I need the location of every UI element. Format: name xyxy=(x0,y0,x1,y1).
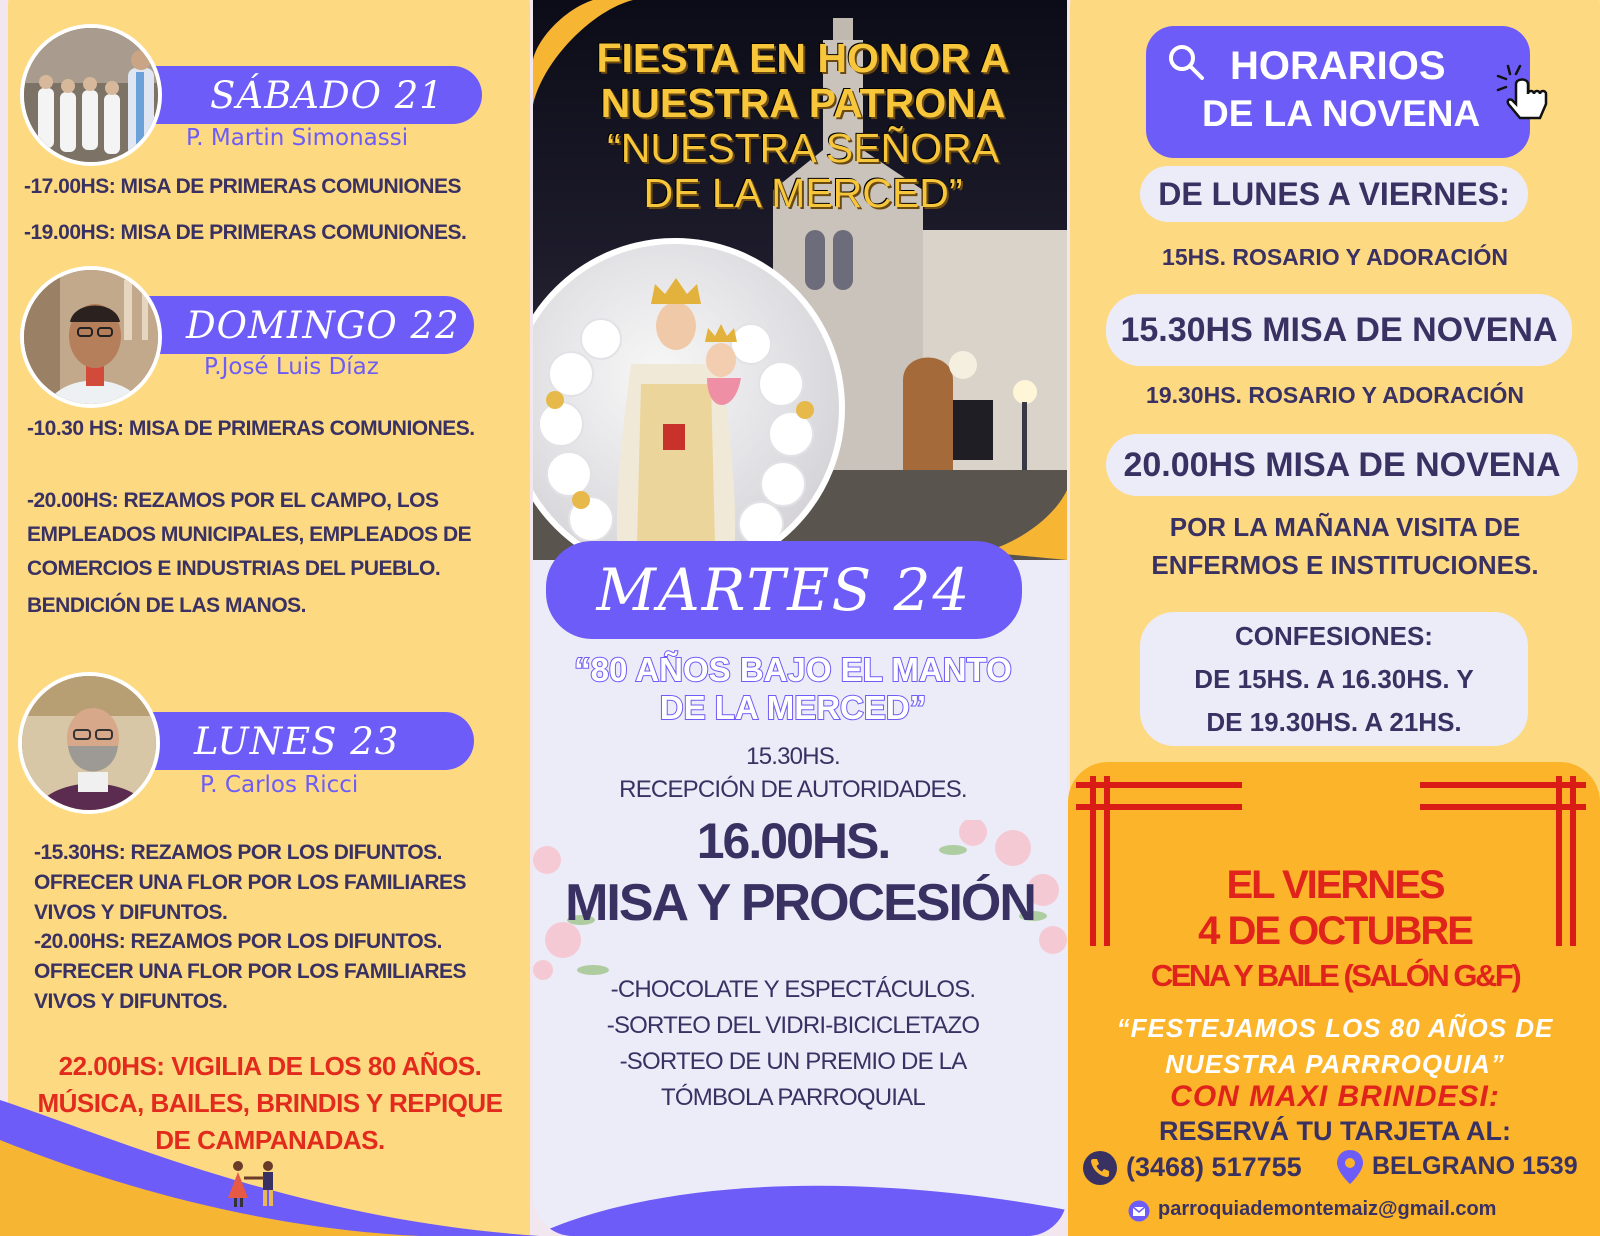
day-label-domingo: DOMINGO 22 xyxy=(186,303,460,347)
lunes-line-1: -15.30HS: REZAMOS POR LOS DIFUNTOS. OFRECER UNA FLOR POR LOS FAMILIARES VIVOS Y DIFUNTOS. xyxy=(34,841,467,924)
pointer-hand-icon xyxy=(1494,62,1554,122)
event-date xyxy=(1070,862,1600,954)
extras-line-3: -SORTEO DE UN PREMIO DE LA xyxy=(619,1048,967,1075)
weekdays-pill xyxy=(1140,166,1528,222)
day-label-sabado: SÁBADO 21 xyxy=(210,73,444,117)
day-pill-sabado xyxy=(148,66,482,124)
reception-text: RECEPCIÓN DE AUTORIDADES. xyxy=(619,776,967,803)
day-pill-martes xyxy=(546,541,1022,639)
event-phone[interactable]: (3468) 517755 xyxy=(1126,1152,1302,1182)
frame-line-left-top-1 xyxy=(1076,782,1242,788)
event-quote: “FESTEJAMOS LOS 80 AÑOS DE NUESTRA PARRROQUIA” xyxy=(1116,1013,1554,1079)
visits-text: POR LA MAÑANA VISITA DE ENFERMOS E INSTITUCIONES. xyxy=(1151,512,1539,580)
priest-photo-domingo xyxy=(20,266,162,408)
extras-line-4: TÓMBOLA PARROQUIAL xyxy=(661,1084,925,1111)
confessions-line-2: DE 15HS. A 16.30HS. Y xyxy=(1194,663,1474,694)
extras-list xyxy=(553,972,1033,1116)
day-label-lunes: LUNES 23 xyxy=(194,719,400,763)
rosary-1: 15HS. ROSARIO Y ADORACIÓN xyxy=(1162,244,1508,270)
event-artist: CON MAXI BRINDESI: xyxy=(1170,1080,1500,1113)
sabado-line-1: -17.00HS: MISA DE PRIMERAS COMUNIONES xyxy=(24,175,461,198)
day-pill-lunes xyxy=(148,712,474,770)
lunes-line-2: -20.00HS: REZAMOS POR LOS DIFUNTOS. OFRECER UNA FLOR POR LOS FAMILIARES VIVOS Y DIFUNTOS. xyxy=(34,930,467,1013)
middle-column xyxy=(533,0,1067,1236)
event-line-1: EL VIERNES xyxy=(1226,863,1444,907)
dancing-couple-icon xyxy=(222,1158,284,1208)
location-pin-icon xyxy=(1334,1148,1366,1186)
fiesta-title-line-4: DE LA MERCED” xyxy=(643,170,963,216)
confessions-box xyxy=(1140,612,1528,746)
sabado-line-2: -19.00HS: MISA DE PRIMERAS COMUNIONES. xyxy=(24,221,467,244)
fiesta-title-line-1: FIESTA EN HONOR A xyxy=(596,35,1010,81)
confessions-line-3: DE 19.30HS. A 21HS. xyxy=(1206,706,1462,737)
domingo-line-1: -10.30 HS: MISA DE PRIMERAS COMUNIONES. xyxy=(27,417,475,440)
mass-time: 16.00HS. xyxy=(696,813,890,869)
mass-1-label: 15.30HS MISA DE NOVENA xyxy=(1120,310,1558,349)
priest-name-domingo: P.José Luis Díaz xyxy=(204,354,379,380)
event-reserve: RESERVÁ TU TARJETA AL: xyxy=(1158,1116,1511,1146)
mass-procession: MISA Y PROCESIÓN xyxy=(565,874,1035,932)
event-line-3: CENA Y BAILE (SALÓN G&F) xyxy=(1150,958,1520,993)
fiesta-title xyxy=(573,36,1033,216)
rosary-2: 19.30HS. ROSARIO Y ADORACIÓN xyxy=(1146,382,1524,408)
phone-icon xyxy=(1082,1150,1118,1186)
mass-2-label: 20.00HS MISA DE NOVENA xyxy=(1123,445,1561,484)
confessions-line-1: CONFESIONES: xyxy=(1235,620,1433,651)
mass-1-pill xyxy=(1106,294,1572,366)
reception-time: 15.30HS. xyxy=(746,743,840,770)
priest-name-sabado: P. Martin Simonassi xyxy=(186,125,409,151)
event-address: BELGRANO 1539 xyxy=(1372,1152,1578,1180)
mass-2-pill xyxy=(1106,434,1578,496)
fiesta-title-line-3: “NUESTRA SEÑORA xyxy=(607,125,999,171)
novena-header-line-2: DE LA NOVENA xyxy=(1202,93,1481,134)
priest-photo-lunes xyxy=(18,672,160,814)
event-email[interactable]: parroquiademontemaiz@gmail.com xyxy=(1158,1198,1497,1220)
search-icon xyxy=(1166,42,1206,82)
event-line-2: 4 DE OCTUBRE xyxy=(1198,909,1472,953)
motto-80-anos xyxy=(553,651,1033,727)
middle-wave-decoration xyxy=(533,1170,1067,1236)
motto-line-2: DE LA MERCED” xyxy=(659,689,927,726)
extras-line-2: -SORTEO DEL VIDRI-BICICLETAZO xyxy=(606,1012,980,1039)
day-label-martes: MARTES 24 xyxy=(596,556,972,624)
fiesta-title-line-2: NUESTRA PATRONA xyxy=(600,80,1006,126)
day-pill-domingo xyxy=(148,296,474,354)
frame-line-left-top-2 xyxy=(1076,804,1242,810)
novena-header xyxy=(1146,26,1530,158)
extras-line-1: -CHOCOLATE Y ESPECTÁCULOS. xyxy=(610,976,976,1003)
priest-name-lunes: P. Carlos Ricci xyxy=(200,772,359,798)
domingo-line-3: BENDICIÓN DE LAS MANOS. xyxy=(27,594,307,617)
vigilia-text: 22.00HS: VIGILIA DE LOS 80 AÑOS. MÚSICA, BAILES, BRINDIS Y REPIQUE DE CAMPANADAS. xyxy=(37,1051,503,1155)
novena-header-line-1: HORARIOS xyxy=(1230,44,1446,88)
motto-line-1: “80 AÑOS BAJO EL MANTO xyxy=(574,651,1012,688)
priest-photo-sabado xyxy=(20,24,162,166)
domingo-line-2: -20.00HS: REZAMOS POR EL CAMPO, LOS EMPLEADOS MUNICIPALES, EMPLEADOS DE COMERCIOS E INDUSTRIAS DEL PUEBLO. xyxy=(27,489,472,580)
email-icon xyxy=(1128,1200,1150,1222)
weekdays-label: DE LUNES A VIERNES: xyxy=(1158,175,1510,212)
